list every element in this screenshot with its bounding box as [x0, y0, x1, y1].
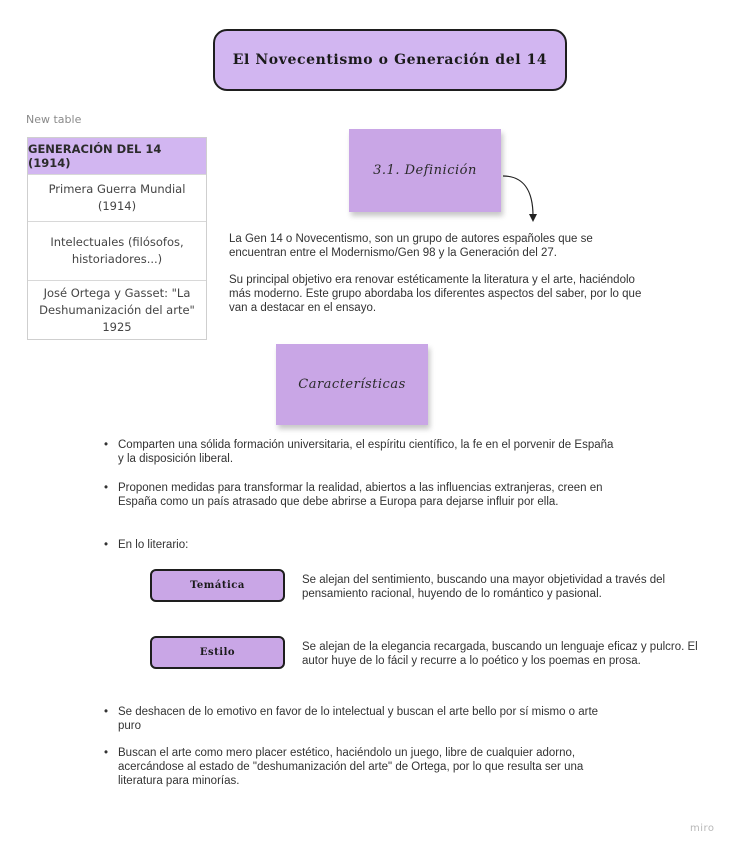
list-item — [104, 481, 618, 509]
curved-arrow-icon — [495, 168, 545, 228]
bullet-icon: • — [104, 439, 109, 451]
estilo-description: Se alejan de la elegancia recargada, buscando un lenguaje eficaz y pulcro. El autor huye de lo fácil y recurre a lo poético y los poemas en prosa. — [302, 641, 698, 667]
sticky-definicion-label: 3.1. Definición — [373, 163, 477, 178]
table-cell-guerra: Primera Guerra Mundial (1914) — [28, 174, 206, 221]
bullet-text: Comparten una sólida formación universitaria, el espíritu científico, la fe en el porvenir de España y la disposición liberal. — [118, 439, 614, 465]
table-caption: New table — [26, 113, 82, 126]
page-title: El Novecentismo o Generación del 14 — [232, 52, 548, 68]
bullet-icon: • — [104, 706, 109, 718]
bullet-icon: • — [104, 539, 109, 551]
timeline-table[interactable] — [27, 137, 207, 340]
definition-paragraph-1: La Gen 14 o Novecentismo, son un grupo de autores españoles que se encuentran entre el Modernismo/Gen 98 y la Generación del 27. — [229, 233, 593, 259]
table-cell-ortega: José Ortega y Gasset: "La Deshumanización del arte" 1925 — [28, 280, 206, 339]
bullet-text: En lo literario: — [118, 539, 189, 551]
list-item — [104, 538, 318, 552]
title-box[interactable] — [213, 29, 567, 91]
sticky-caracteristicas-label: Características — [298, 377, 406, 392]
estilo-label: Estilo — [199, 647, 236, 658]
bullet-text: Proponen medidas para transformar la realidad, abiertos a las influencias extranjeras, creen en España como un país atrasado que debe abrirse a Europa para dejarse influir por ella. — [118, 482, 603, 508]
list-item — [104, 438, 618, 466]
estilo-pill[interactable] — [150, 636, 285, 669]
list-item — [104, 746, 618, 788]
miro-watermark: miro — [690, 823, 715, 834]
tematica-label: Temática — [190, 580, 245, 591]
tematica-description: Se alejan del sentimiento, buscando una mayor objetividad a través del pensamiento racional, huyendo de lo romántico y pasional. — [302, 574, 666, 600]
sticky-note-caracteristicas[interactable] — [276, 344, 428, 425]
table-header: GENERACIÓN DEL 14 (1914) — [28, 138, 206, 174]
bullet-icon: • — [104, 482, 109, 494]
bullet-text: Buscan el arte como mero placer estético, haciéndolo un juego, libre de cualquier adorno, acercándose al estado de "deshumanización del arte" de Ortega, por lo que resulta ser una literatura para minorías. — [118, 747, 584, 787]
bullet-icon: • — [104, 747, 109, 759]
list-item — [104, 705, 618, 733]
sticky-note-definicion[interactable] — [349, 129, 501, 212]
bullet-text: Se deshacen de lo emotivo en favor de lo intelectual y buscan el arte bello por sí mismo o arte puro — [118, 706, 599, 732]
definition-paragraph-2: Su principal objetivo era renovar estéticamente la literatura y el arte, haciéndolo más moderno. Este grupo abordaba los diferentes aspectos del saber, por lo que van a destacar en el ensayo. — [229, 274, 642, 314]
table-cell-intelectuales: Intelectuales (filósofos, historiadores...) — [28, 221, 206, 280]
tematica-pill[interactable] — [150, 569, 285, 602]
